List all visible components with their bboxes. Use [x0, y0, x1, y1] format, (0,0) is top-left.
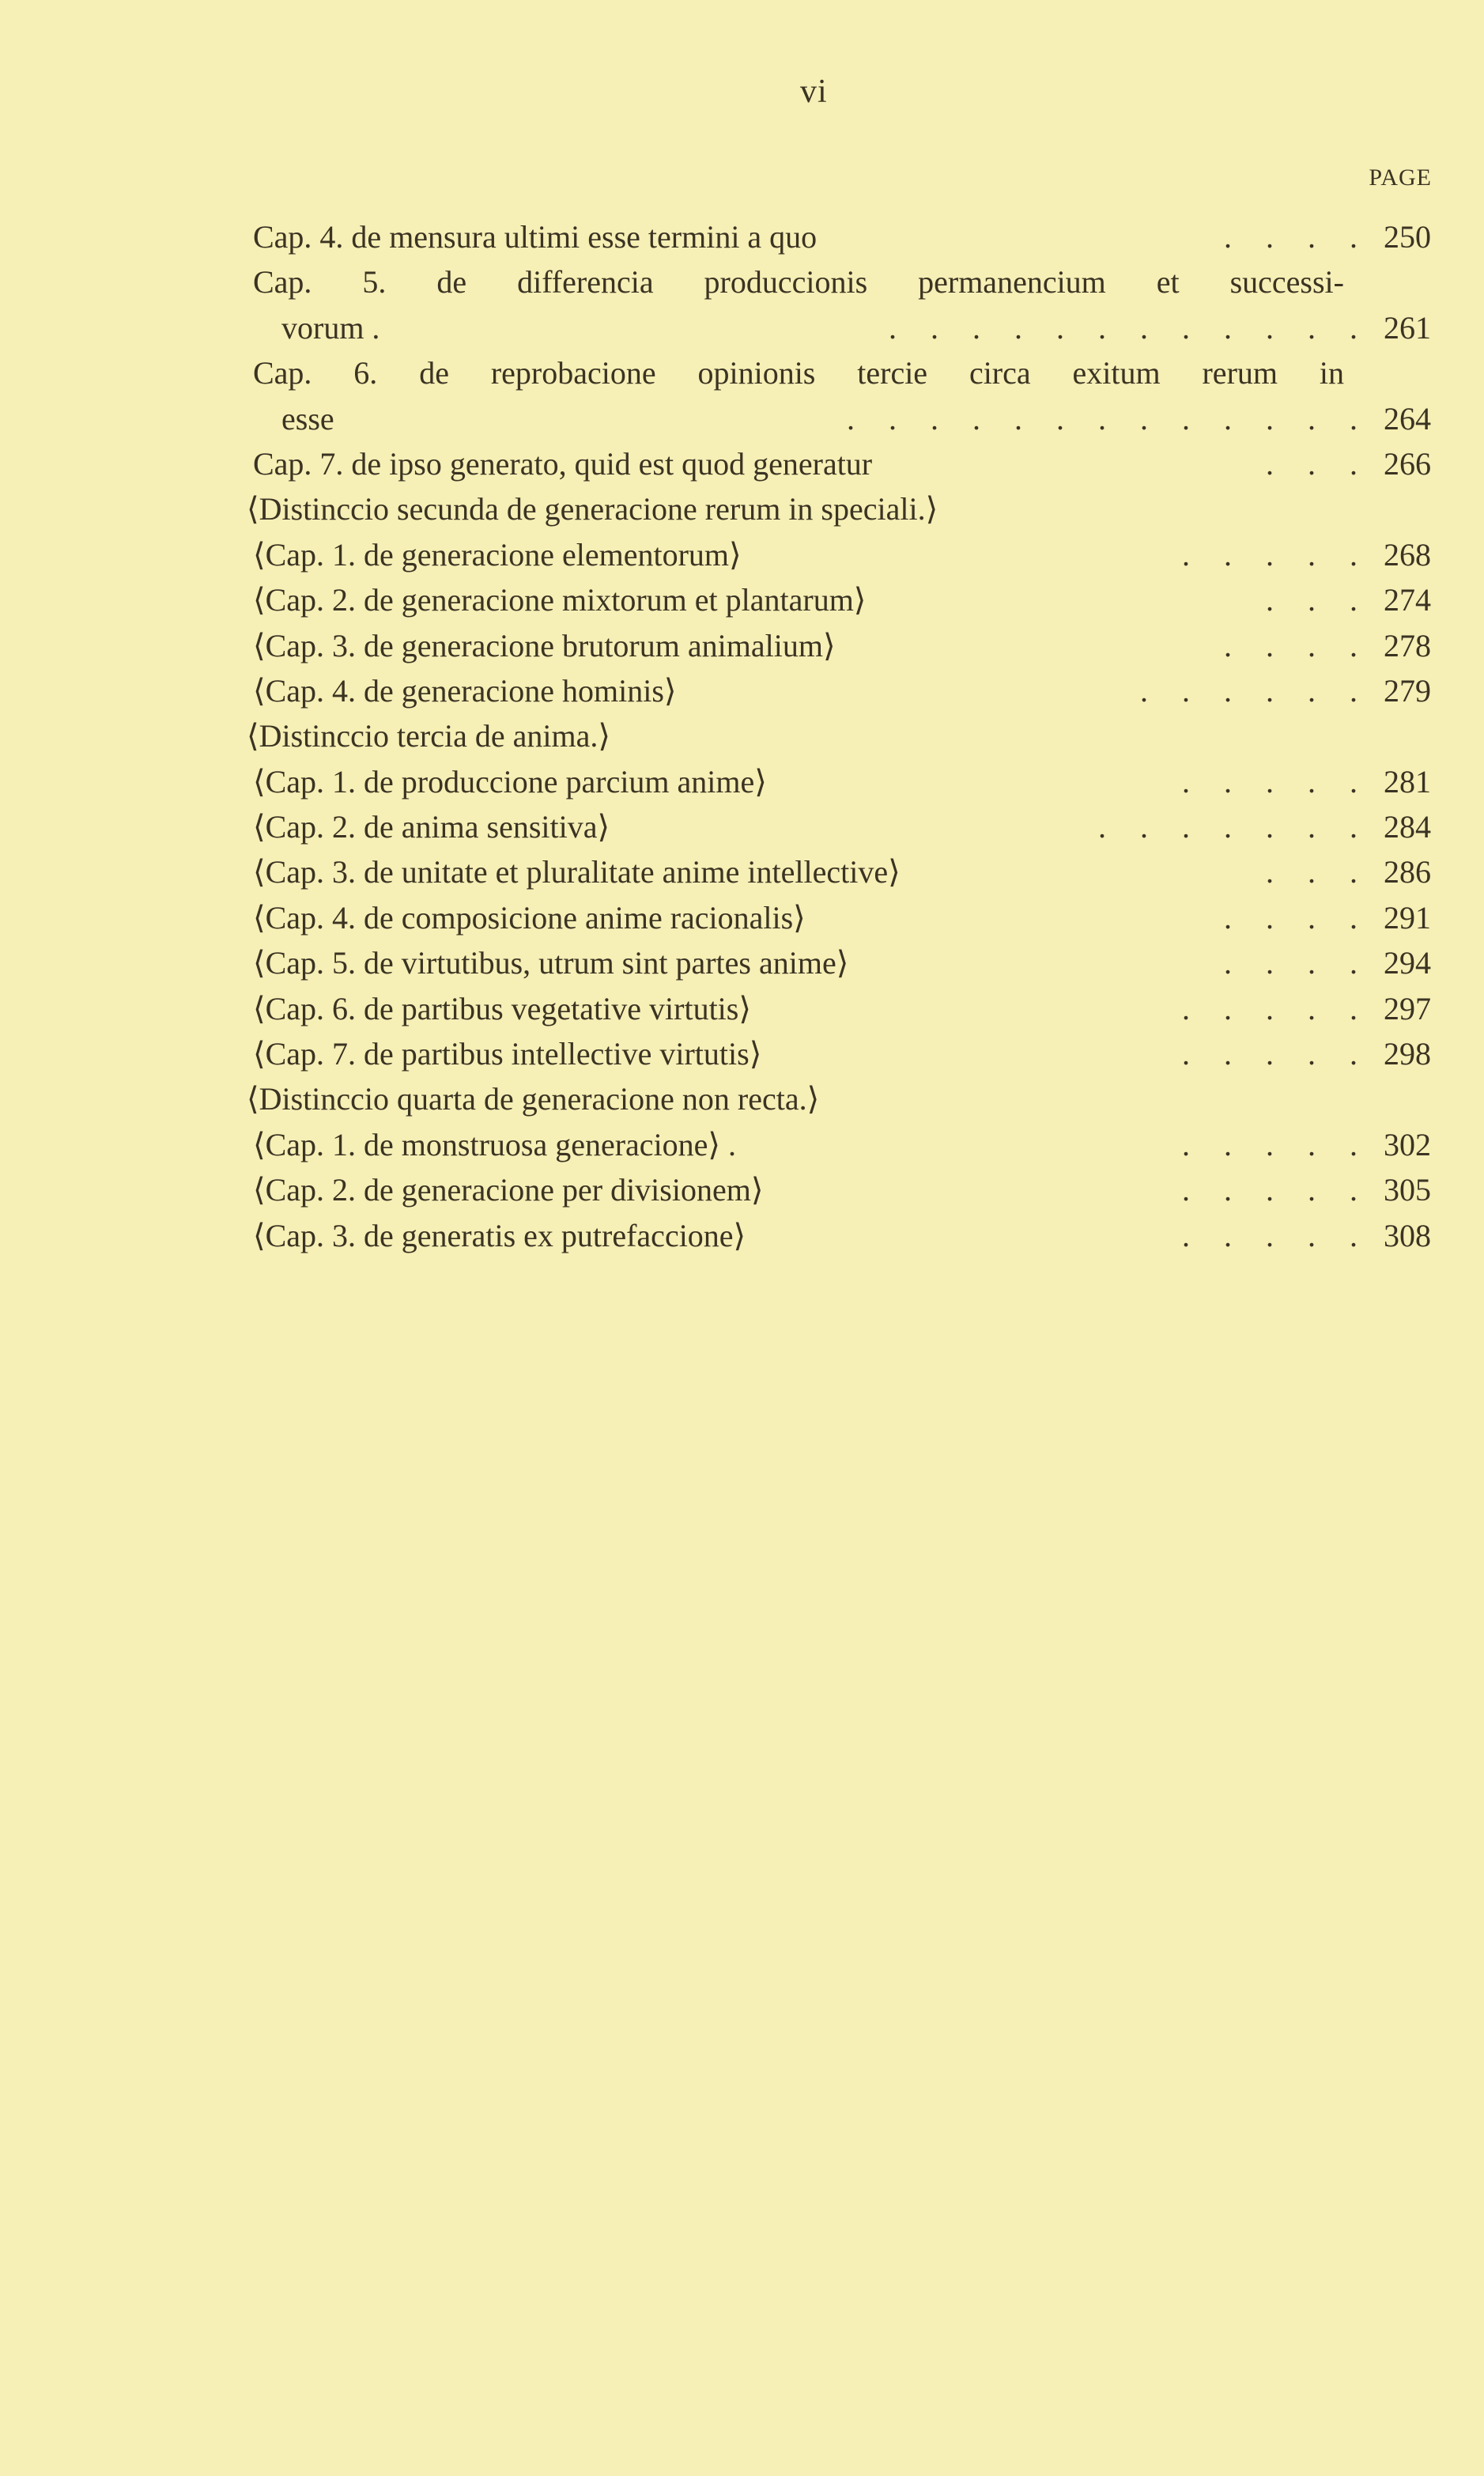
toc-page-number: 279 [1384, 672, 1431, 709]
toc-page-number: 274 [1384, 582, 1431, 618]
toc-entry-title: ⟨Cap. 2. de generacione mixtorum et plantarum⟩ [253, 582, 867, 618]
toc-entry [0, 940, 1484, 985]
toc-entry-title: ⟨Cap. 3. de unitate et pluralitate anime intellective⟩ [253, 854, 901, 890]
toc-entry [0, 668, 1484, 713]
toc-entry [0, 804, 1484, 849]
toc-entry [0, 1031, 1484, 1076]
toc-entry [0, 759, 1484, 804]
toc-page-number: 291 [1384, 899, 1431, 936]
toc-entry [0, 532, 1484, 577]
toc-page-number: 250 [1384, 219, 1431, 255]
dot-leader: . . . . . . . . . . . . [889, 309, 1358, 346]
toc-entry-title: ⟨Cap. 2. de anima sensitiva⟩ [253, 809, 610, 845]
toc-entry-title: Cap. 6. de reprobacione opinionis tercie circa exitum rerum in [253, 355, 1344, 391]
toc-page-number: 281 [1384, 763, 1431, 800]
toc-entry [0, 214, 1484, 259]
toc-entry-title: esse [281, 400, 334, 437]
toc-page-number: 302 [1384, 1126, 1431, 1162]
toc-entry [0, 849, 1484, 894]
toc-entry [0, 1167, 1484, 1212]
toc-page-number: 264 [1384, 400, 1431, 437]
toc-page-number: 286 [1384, 854, 1431, 890]
toc-entry [0, 1213, 1484, 1258]
toc-entry [0, 986, 1484, 1031]
toc-entry-title: ⟨Cap. 4. de composicione anime racionalis⟩ [253, 899, 806, 936]
toc-page-number: 261 [1384, 309, 1431, 346]
toc-section-heading [0, 713, 1484, 758]
page-folio: vi [800, 74, 828, 110]
dot-leader: . . . . [1224, 627, 1358, 663]
toc-entry [0, 577, 1484, 622]
toc-page-number: 266 [1384, 445, 1431, 482]
toc-entry-title: ⟨Distinccio secunda de generacione rerum in speciali.⟩ [247, 491, 938, 527]
dot-leader: . . . . . [1182, 1036, 1358, 1072]
toc-page-number: 297 [1384, 990, 1431, 1026]
dot-leader: . . . [1266, 854, 1358, 890]
toc-entry [0, 623, 1484, 668]
toc-entry [0, 1122, 1484, 1167]
toc-entry [0, 441, 1484, 486]
toc-entry-title: ⟨Cap. 7. de partibus intellective virtutis⟩ [253, 1036, 762, 1072]
toc-page-number: 298 [1384, 1036, 1431, 1072]
toc-entry-title: ⟨Cap. 5. de virtutibus, utrum sint partes anime⟩ [253, 945, 849, 981]
toc-entry-title: ⟨Distinccio quarta de generacione non recta.⟩ [247, 1081, 820, 1117]
toc-entry [0, 259, 1484, 304]
dot-leader: . . . . . [1182, 990, 1358, 1026]
toc-page-number: 305 [1384, 1172, 1431, 1208]
dot-leader: . . . . . [1182, 763, 1358, 800]
toc-page-number: 294 [1384, 945, 1431, 981]
toc-entry-title: Cap. 5. de differencia produccionis permanencium et successi- [253, 264, 1344, 301]
dot-leader: . . . . . [1182, 1217, 1358, 1253]
toc-entry-title: ⟨Cap. 6. de partibus vegetative virtutis⟩ [253, 990, 751, 1026]
dot-leader: . . . . [1224, 219, 1358, 255]
dot-leader: . . . . . [1182, 1172, 1358, 1208]
toc-entry [0, 396, 1484, 441]
dot-leader: . . . . . . [1140, 672, 1358, 709]
toc-entry-title: Cap. 4. de mensura ultimi esse termini a quo [253, 219, 818, 255]
toc-page-number: 268 [1384, 536, 1431, 573]
toc-entry-title: ⟨Cap. 3. de generacione brutorum animalium⟩ [253, 627, 836, 663]
dot-leader: . . . . . [1182, 536, 1358, 573]
toc-entry-title: Cap. 7. de ipso generato, quid est quod generatur [253, 445, 873, 482]
toc-page-number: 308 [1384, 1217, 1431, 1253]
toc-entry-title: ⟨Cap. 4. de generacione hominis⟩ [253, 672, 677, 709]
dot-leader: . . . [1266, 445, 1358, 482]
dot-leader: . . . . . . . [1098, 809, 1358, 845]
dot-leader: . . . . [1224, 899, 1358, 936]
table-of-contents [0, 214, 1484, 1258]
toc-section-heading [0, 486, 1484, 531]
toc-entry-title: ⟨Cap. 1. de produccione parcium anime⟩ [253, 763, 767, 800]
dot-leader: . . . [1266, 582, 1358, 618]
toc-entry-title: ⟨Cap. 1. de generacione elementorum⟩ [253, 536, 742, 573]
dot-leader: . . . . . [1182, 1126, 1358, 1162]
toc-entry-title: ⟨Cap. 1. de monstruosa generacione⟩ . [253, 1126, 737, 1162]
dot-leader: . . . . . . . . . . . . . [847, 400, 1358, 437]
toc-section-heading [0, 1076, 1484, 1121]
dot-leader: . . . . [1224, 945, 1358, 981]
toc-page-number: 284 [1384, 809, 1431, 845]
page-column-header: PAGE [1369, 164, 1432, 191]
toc-entry-title: vorum . [281, 309, 380, 346]
toc-entry-title: ⟨Cap. 3. de generatis ex putrefaccione⟩ [253, 1217, 746, 1253]
toc-entry [0, 895, 1484, 940]
toc-entry [0, 305, 1484, 350]
toc-entry-title: ⟨Cap. 2. de generacione per divisionem⟩ [253, 1172, 764, 1208]
toc-entry [0, 350, 1484, 395]
toc-page-number: 278 [1384, 627, 1431, 663]
toc-entry-title: ⟨Distinccio tercia de anima.⟩ [247, 718, 610, 754]
